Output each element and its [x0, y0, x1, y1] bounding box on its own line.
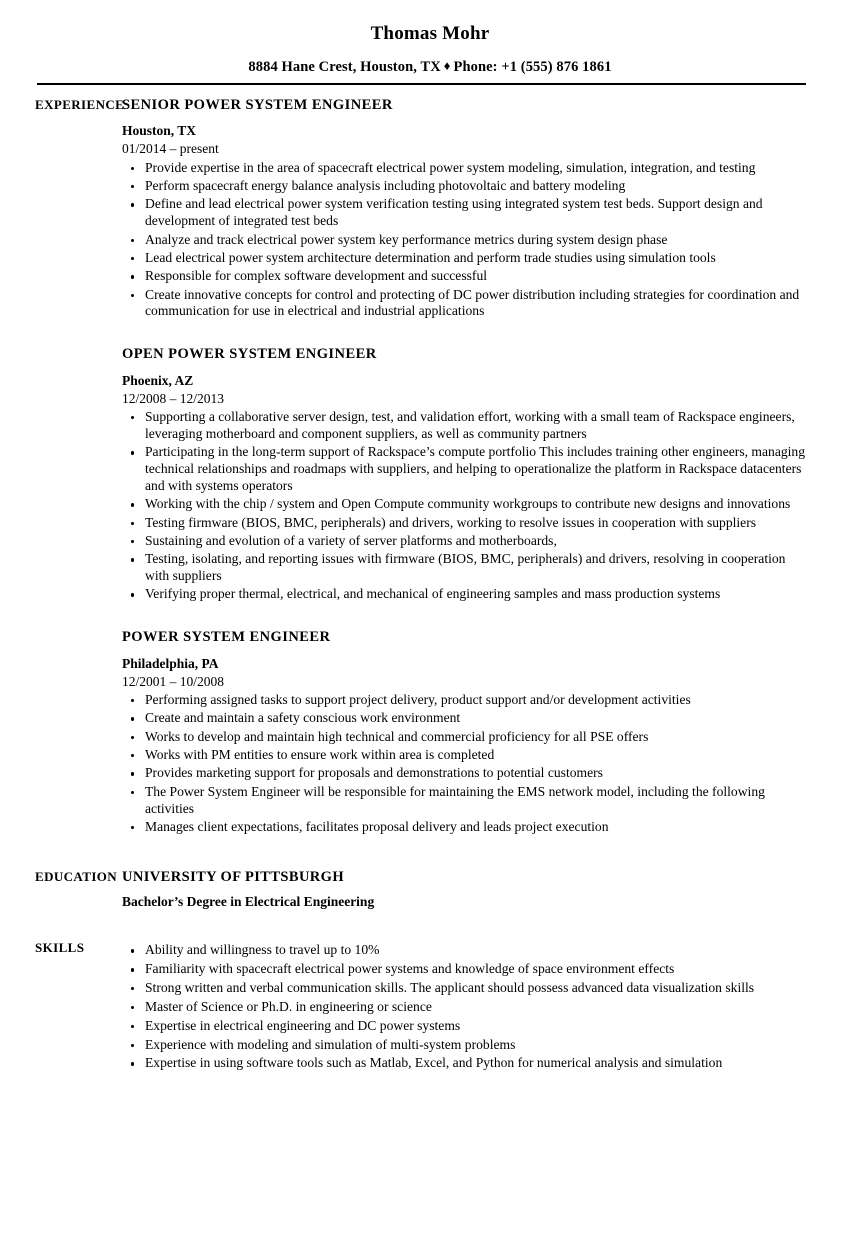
- list-item: Verifying proper thermal, electrical, and mechanical of engineering samples and mass production systems: [122, 586, 806, 603]
- list-item: Experience with modeling and simulation of multi-system problems: [122, 1037, 806, 1054]
- job-location: Philadelphia, PA: [122, 655, 219, 671]
- list-item: Strong written and verbal communication skills. The applicant should possess advanced data visualization skills: [122, 980, 806, 997]
- list-item: Performing assigned tasks to support project delivery, product support and/or development activities: [122, 692, 806, 709]
- experience-body: [122, 97, 860, 836]
- list-item: Expertise in electrical engineering and DC power systems: [122, 1018, 806, 1035]
- job-responsibilities: [122, 692, 806, 836]
- list-item: Provide expertise in the area of spacecraft electrical power system modeling, simulation, integration, and testing: [122, 160, 806, 177]
- job-responsibilities: [122, 409, 806, 603]
- contact-line: [0, 58, 860, 76]
- list-item: Master of Science or Ph.D. in engineering or science: [122, 999, 806, 1016]
- skills-body: [122, 940, 860, 1072]
- job-entry: [122, 97, 806, 320]
- job-dates: 12/2001 – 10/2008: [122, 673, 225, 689]
- education-section: [0, 869, 860, 911]
- section-label-education: EDUCATION: [35, 868, 118, 884]
- list-item: Working with the chip / system and Open Compute community workgroups to contribute new designs and innovations: [122, 496, 806, 513]
- job-entry: [122, 346, 806, 603]
- list-item: Ability and willingness to travel up to 10%: [122, 942, 806, 959]
- job-responsibilities: [122, 160, 806, 321]
- list-item: Create innovative concepts for control and protecting of DC power distribution including strategies for coordination and communication for use in electrical and industrial applications: [122, 287, 806, 321]
- list-item: Supporting a collaborative server design, test, and validation effort, working with a small team of Rackspace engineers, leveraging motherboard and component suppliers, as well as community partners: [122, 409, 806, 443]
- resume-header: [0, 0, 860, 85]
- job-dates: 01/2014 – present: [122, 141, 219, 157]
- list-item: Create and maintain a safety conscious work environment: [122, 710, 806, 727]
- section-label-experience: EXPERIENCE: [35, 96, 125, 112]
- header-divider: [37, 83, 806, 85]
- diamond-separator-icon: ♦: [443, 57, 451, 73]
- list-item: Analyze and track electrical power system key performance metrics during system design phase: [122, 232, 806, 249]
- education-body: [122, 869, 860, 911]
- skills-section: [0, 940, 860, 1072]
- list-item: Testing, isolating, and reporting issues with firmware (BIOS, BMC, peripherals) and drivers, resolving in cooperation with suppliers: [122, 551, 806, 585]
- list-item: Participating in the long-term support of Rackspace’s compute portfolio This includes training other engineers, managing technical relationships and roadmaps with suppliers, and helping to operationalize the platform in Rackspace datacenters and with systems operators: [122, 444, 806, 495]
- job-location: Houston, TX: [122, 123, 197, 139]
- candidate-address: 8884 Hane Crest, Houston, TX: [248, 58, 441, 75]
- job-title: SENIOR POWER SYSTEM ENGINEER: [122, 96, 393, 113]
- section-label-skills: SKILLS: [35, 940, 85, 956]
- list-item: Works with PM entities to ensure work within area is completed: [122, 747, 806, 764]
- list-item: The Power System Engineer will be responsible for maintaining the EMS network model, including the following activities: [122, 784, 806, 818]
- job-title: POWER SYSTEM ENGINEER: [122, 629, 331, 646]
- list-item: Provides marketing support for proposals and demonstrations to potential customers: [122, 765, 806, 782]
- list-item: Responsible for complex software development and successful: [122, 268, 806, 285]
- list-item: Sustaining and evolution of a variety of server platforms and motherboards,: [122, 533, 806, 550]
- job-title: OPEN POWER SYSTEM ENGINEER: [122, 346, 377, 363]
- list-item: Lead electrical power system architecture determination and perform trade studies using simulation tools: [122, 250, 806, 267]
- skills-list: [122, 942, 806, 1072]
- list-item: Works to develop and maintain high technical and commercial proficiency for all PSE offers: [122, 729, 806, 746]
- list-item: Expertise in using software tools such as Matlab, Excel, and Python for numerical analysis and simulation: [122, 1055, 806, 1072]
- list-item: Define and lead electrical power system verification testing using integrated system test beds. Support design and development of integrated test beds: [122, 196, 806, 230]
- list-item: Manages client expectations, facilitates proposal delivery and leads project execution: [122, 819, 806, 836]
- job-entry: [122, 629, 806, 836]
- candidate-name: Thomas Mohr: [370, 23, 490, 44]
- list-item: Perform spacecraft energy balance analysis including photovoltaic and battery modeling: [122, 178, 806, 195]
- job-location: Phoenix, AZ: [122, 372, 194, 388]
- education-school: UNIVERSITY OF PITTSBURGH: [122, 868, 345, 885]
- experience-section: [0, 97, 860, 836]
- education-degree: Bachelor’s Degree in Electrical Engineering: [122, 894, 375, 910]
- job-dates: 12/2008 – 12/2013: [122, 390, 225, 406]
- candidate-phone: Phone: +1 (555) 876 1861: [453, 58, 612, 75]
- list-item: Testing firmware (BIOS, BMC, peripherals) and drivers, working to resolve issues in cooperation with suppliers: [122, 515, 806, 532]
- list-item: Familiarity with spacecraft electrical power systems and knowledge of space environment effects: [122, 961, 806, 978]
